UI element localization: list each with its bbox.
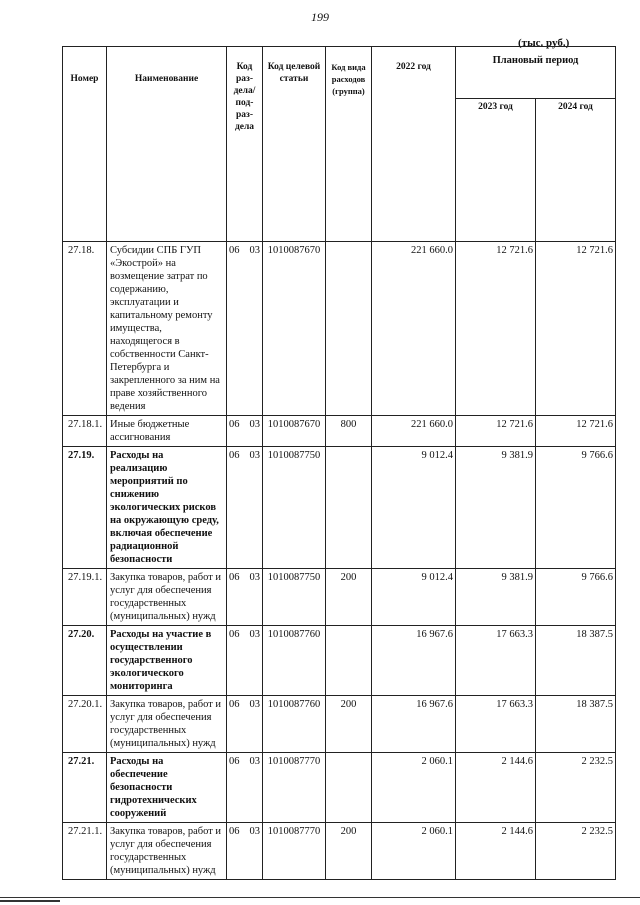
row-expense-code: 200 — [326, 569, 372, 626]
row-amount-2023: 9 381.9 — [456, 447, 536, 569]
row-number: 27.20. — [63, 626, 107, 696]
row-name: Иные бюджетные ассигнования — [107, 416, 227, 447]
table-row — [63, 569, 616, 626]
section-code: 06 — [229, 450, 240, 461]
row-amount-2022: 2 060.1 — [372, 753, 456, 823]
row-name: Закупка товаров, работ и услуг для обеспечения государственных (муниципальных) нужд — [107, 569, 227, 626]
row-section-code — [227, 823, 263, 880]
row-target-code: 1010087670 — [263, 242, 326, 416]
row-target-code: 1010087760 — [263, 626, 326, 696]
header-2024: 2024 год — [536, 98, 616, 135]
row-name: Субсидии СПБ ГУП «Экострой» на возмещение затрат по содержанию, эксплуатации и капитальному ремонту имущества, находящегося в собственности Санкт-Петербурга и закрепленного за ним на праве хозяйственного ведения — [107, 242, 227, 416]
row-amount-2022: 9 012.4 — [372, 569, 456, 626]
header-name: Наименование — [107, 47, 227, 136]
subsection-code: 03 — [249, 245, 260, 256]
footer-line — [0, 897, 640, 898]
subsection-code: 03 — [249, 756, 260, 767]
row-target-code: 1010087750 — [263, 569, 326, 626]
row-section-code — [227, 753, 263, 823]
row-target-code: 1010087750 — [263, 447, 326, 569]
row-amount-2024: 18 387.5 — [536, 696, 616, 753]
row-amount-2023: 17 663.3 — [456, 696, 536, 753]
section-code: 06 — [229, 756, 240, 767]
subsection-code: 03 — [249, 629, 260, 640]
row-name: Закупка товаров, работ и услуг для обеспечения государственных (муниципальных) нужд — [107, 823, 227, 880]
row-number: 27.21.1. — [63, 823, 107, 880]
row-amount-2024: 9 766.6 — [536, 447, 616, 569]
row-amount-2022: 16 967.6 — [372, 626, 456, 696]
row-amount-2024: 12 721.6 — [536, 242, 616, 416]
row-amount-2023: 12 721.6 — [456, 416, 536, 447]
row-amount-2023: 2 144.6 — [456, 823, 536, 880]
table-row — [63, 626, 616, 696]
table-row — [63, 823, 616, 880]
row-number: 27.19.1. — [63, 569, 107, 626]
row-amount-2024: 9 766.6 — [536, 569, 616, 626]
row-number: 27.21. — [63, 753, 107, 823]
section-code-pair — [227, 696, 262, 713]
row-expense-code: 800 — [326, 416, 372, 447]
row-amount-2024: 2 232.5 — [536, 823, 616, 880]
row-section-code — [227, 569, 263, 626]
row-amount-2022: 16 967.6 — [372, 696, 456, 753]
row-name: Расходы на реализацию мероприятий по снижению экологических рисков на окружающую среду, включая обеспечение радиационной безопасности — [107, 447, 227, 569]
table-row — [63, 447, 616, 569]
row-section-code — [227, 626, 263, 696]
row-amount-2023: 2 144.6 — [456, 753, 536, 823]
units-label: (тыс. руб.) — [518, 37, 570, 49]
budget-table — [62, 46, 616, 880]
row-section-code — [227, 242, 263, 416]
footer-mark — [0, 900, 60, 902]
row-amount-2023: 9 381.9 — [456, 569, 536, 626]
row-number: 27.18. — [63, 242, 107, 416]
row-expense-code: 200 — [326, 696, 372, 753]
row-name: Расходы на обеспечение безопасности гидротехнических сооружений — [107, 753, 227, 823]
row-expense-code — [326, 242, 372, 416]
row-target-code: 1010087670 — [263, 416, 326, 447]
section-code: 06 — [229, 245, 240, 256]
header-target-code: Код целевой статьи — [263, 47, 326, 136]
row-amount-2022: 221 660.0 — [372, 242, 456, 416]
section-code-pair — [227, 753, 262, 770]
section-code: 06 — [229, 629, 240, 640]
row-name: Расходы на участие в осуществлении государственного экологического мониторинга — [107, 626, 227, 696]
row-number: 27.18.1. — [63, 416, 107, 447]
row-section-code — [227, 416, 263, 447]
subsection-code: 03 — [249, 419, 260, 430]
section-code-pair — [227, 416, 262, 433]
table-row — [63, 753, 616, 823]
table-row — [63, 416, 616, 447]
row-section-code — [227, 447, 263, 569]
subsection-code: 03 — [249, 572, 260, 583]
section-code: 06 — [229, 826, 240, 837]
section-code-pair — [227, 823, 262, 840]
row-expense-code — [326, 753, 372, 823]
row-amount-2023: 17 663.3 — [456, 626, 536, 696]
header-planning-period: Плановый период — [456, 47, 616, 99]
header-expense-code: Код вида расходов (группа) — [326, 47, 372, 136]
row-expense-code — [326, 626, 372, 696]
row-target-code: 1010087770 — [263, 753, 326, 823]
header-spacer — [63, 135, 616, 242]
row-amount-2024: 12 721.6 — [536, 416, 616, 447]
subsection-code: 03 — [249, 450, 260, 461]
row-target-code: 1010087770 — [263, 823, 326, 880]
section-code: 06 — [229, 699, 240, 710]
row-number: 27.19. — [63, 447, 107, 569]
header-2023: 2023 год — [456, 98, 536, 135]
row-target-code: 1010087760 — [263, 696, 326, 753]
page-number: 199 — [311, 10, 329, 24]
table-row — [63, 696, 616, 753]
row-amount-2023: 12 721.6 — [456, 242, 536, 416]
section-code-pair — [227, 569, 262, 586]
table-row — [63, 242, 616, 416]
row-amount-2022: 2 060.1 — [372, 823, 456, 880]
row-section-code — [227, 696, 263, 753]
row-name: Закупка товаров, работ и услуг для обеспечения государственных (муниципальных) нужд — [107, 696, 227, 753]
header-section-code: Код раз-дела/ под-раз-дела — [227, 47, 263, 136]
row-amount-2022: 221 660.0 — [372, 416, 456, 447]
row-expense-code — [326, 447, 372, 569]
section-code-pair — [227, 242, 262, 259]
subsection-code: 03 — [249, 699, 260, 710]
section-code: 06 — [229, 419, 240, 430]
header-2022: 2022 год — [372, 47, 456, 136]
section-code-pair — [227, 447, 262, 464]
row-number: 27.20.1. — [63, 696, 107, 753]
header-number: Номер — [63, 47, 107, 136]
row-expense-code: 200 — [326, 823, 372, 880]
section-code-pair — [227, 626, 262, 643]
section-code: 06 — [229, 572, 240, 583]
row-amount-2024: 18 387.5 — [536, 626, 616, 696]
row-amount-2024: 2 232.5 — [536, 753, 616, 823]
row-amount-2022: 9 012.4 — [372, 447, 456, 569]
subsection-code: 03 — [249, 826, 260, 837]
